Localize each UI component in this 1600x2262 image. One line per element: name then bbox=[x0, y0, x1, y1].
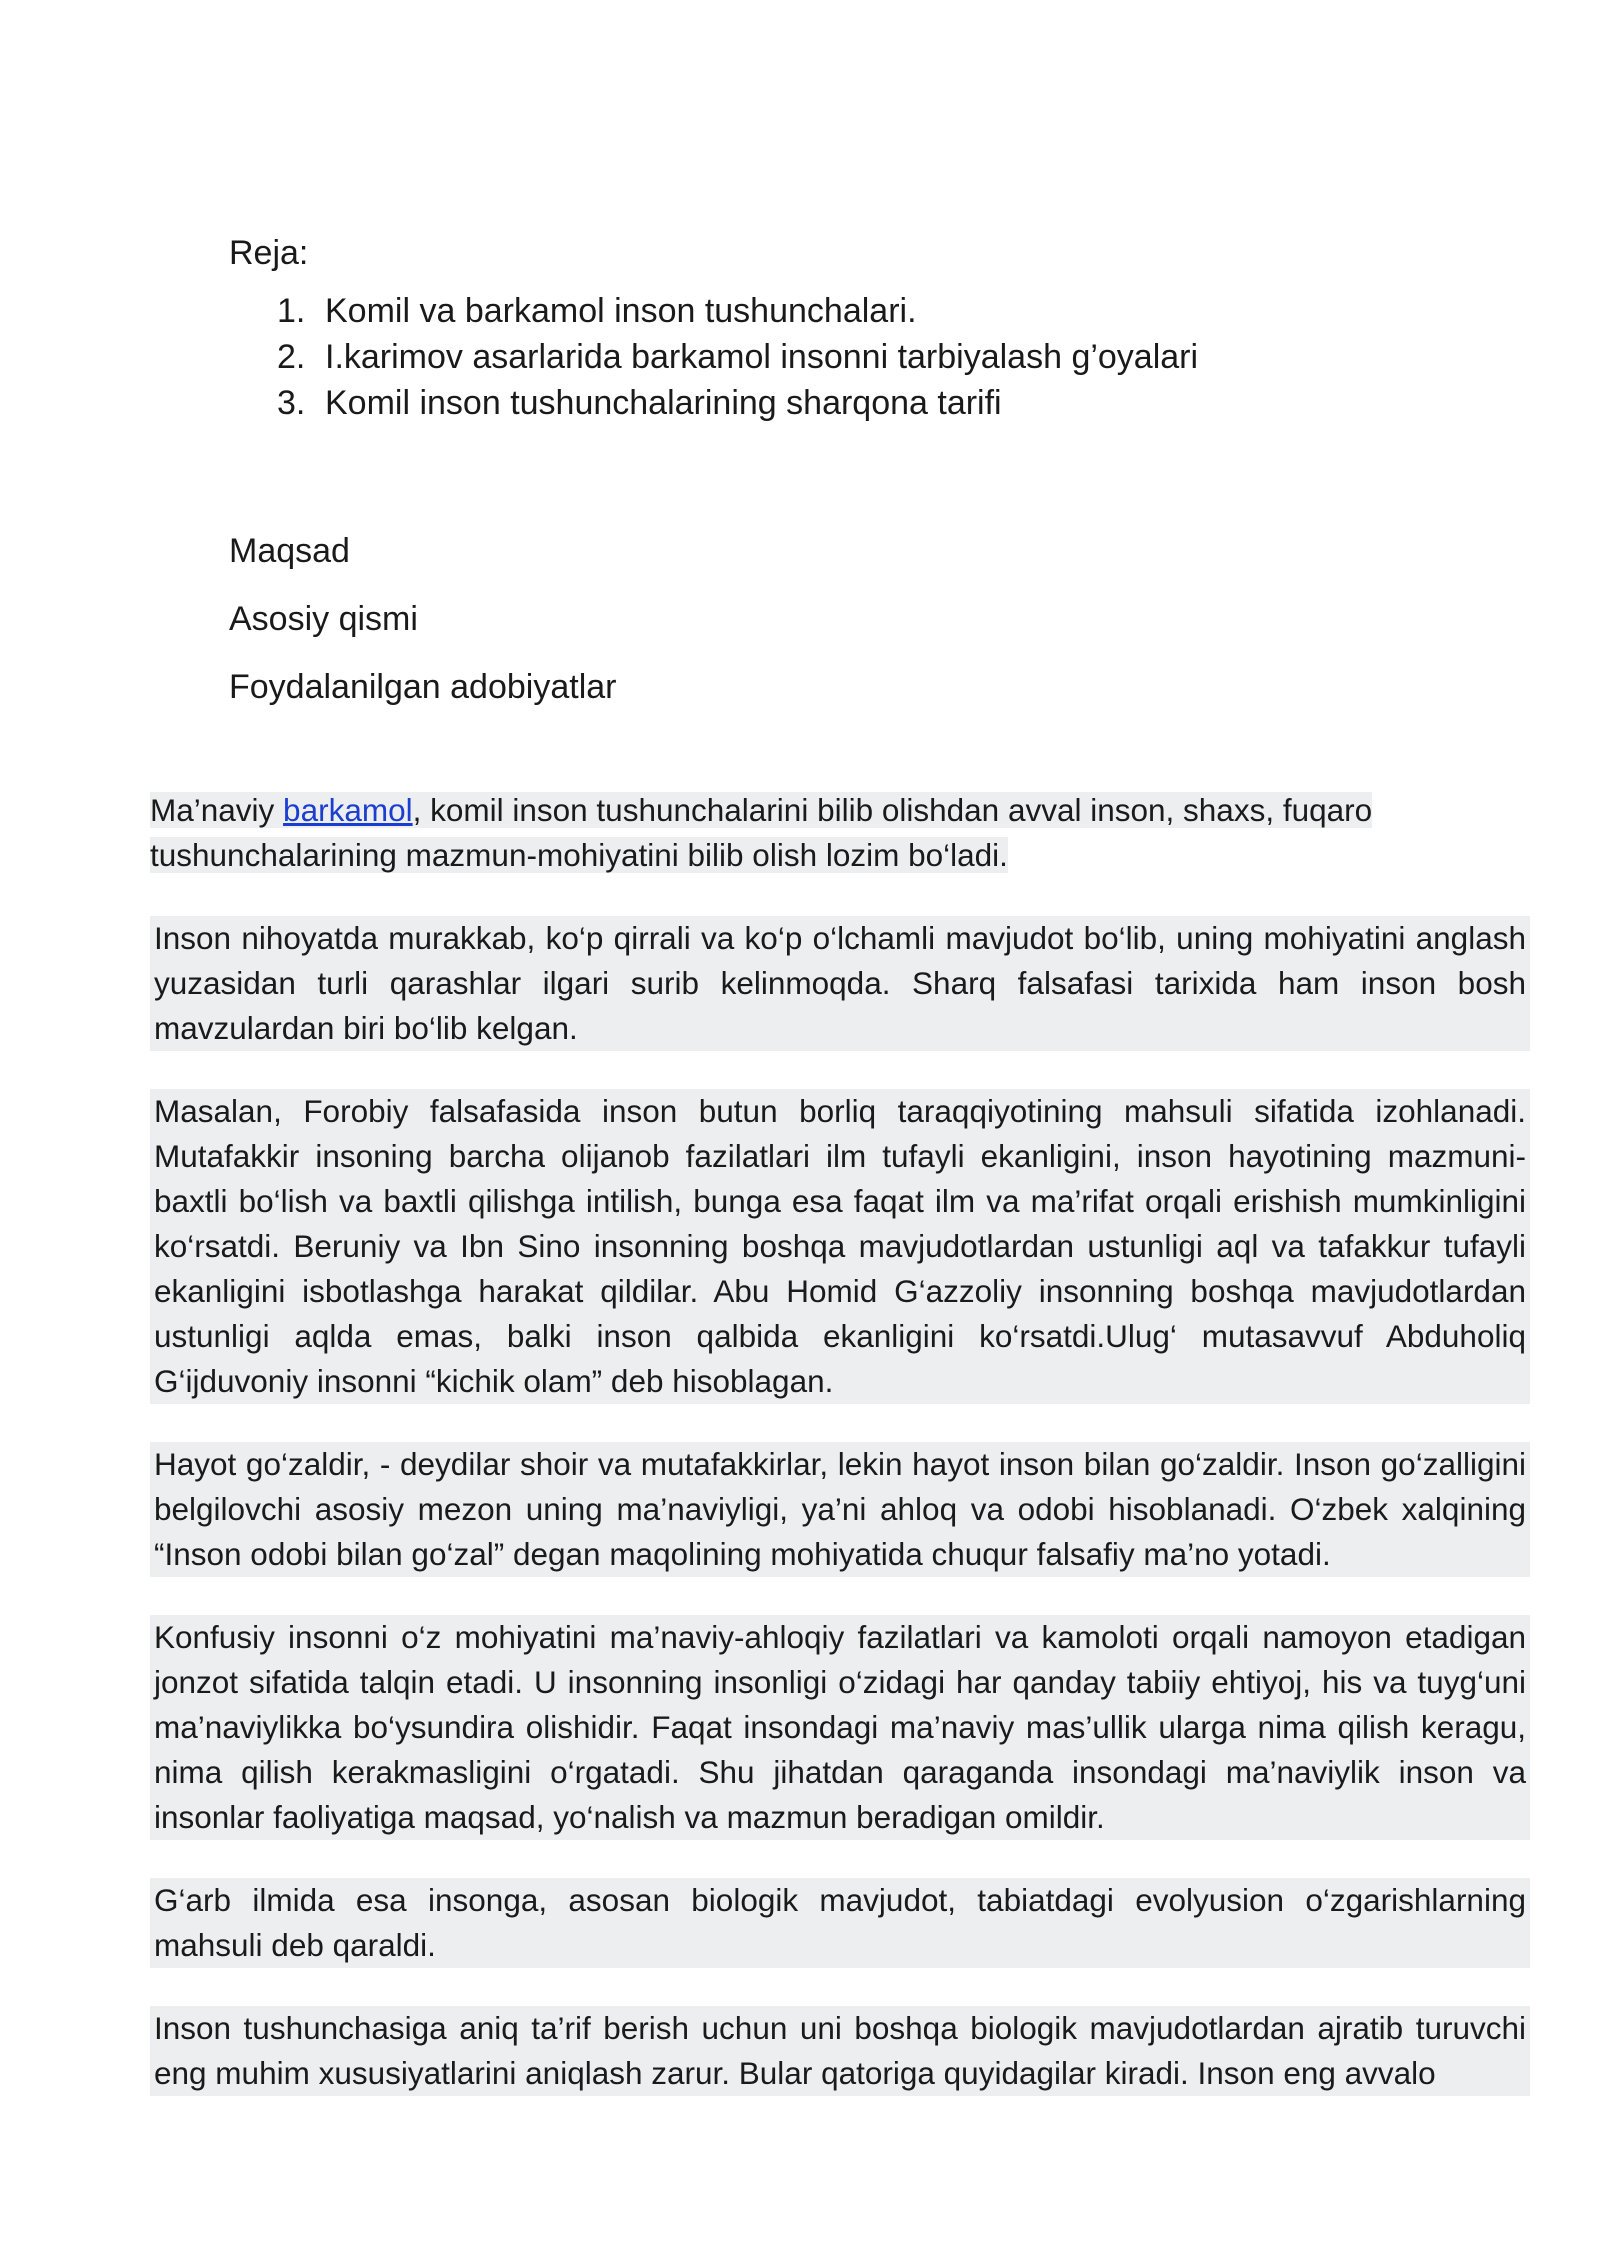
plan-section bbox=[229, 230, 1329, 426]
plan-item-text: I.karimov asarlarida barkamol insonni tarbiyalash g’oyalari bbox=[325, 338, 1199, 376]
section-title-adabiyotlar: Foydalanilgan adobiyatlar bbox=[229, 668, 617, 706]
barkamol-link[interactable]: barkamol bbox=[283, 792, 413, 828]
paragraph: Hayot go‘zaldir, - deydilar shoir va mutafakkirlar, lekin hayot inson bilan go‘zaldir. Inson go‘zalligini belgilovchi asosiy mezon uning ma’naviyligi, ya’ni ahloq va odobi hisoblanadi. O‘zbek xalqining “Inson odobi bilan go‘zal” degan maqolining mohiyatida chuqur falsafiy ma’no yotadi. bbox=[150, 1442, 1530, 1577]
plan-item bbox=[277, 380, 1329, 426]
intro-text-line1: , komil inson tushunchalarini bilib olishdan avval inson, shaxs, fuqaro bbox=[412, 792, 1373, 828]
plan-item bbox=[277, 288, 1329, 334]
plan-item-number: 2. bbox=[277, 338, 306, 376]
plan-item bbox=[277, 334, 1329, 380]
section-title-asosiy-qismi: Asosiy qismi bbox=[229, 600, 418, 638]
section-title-maqsad: Maqsad bbox=[229, 532, 350, 570]
paragraph: Masalan, Forobiy falsafasida inson butun borliq taraqqiyotining mahsuli sifatida izohlanadi. Mutafakkir insoning barcha olijanob fazilatlari ilm tufayli ekanligini, inson hayotining mazmuni- baxtli bo‘lish va baxtli qilishga intilish, bunga esa faqat ilm va ma’rifat orqali erishish mumkinligini ko‘rsatdi. Beruniy va Ibn Sino insonning boshqa mavjudotlardan ustunligi aql va tafakkur tufayli ekanligini isbotlashga harakat qildilar. Abu Homid G‘azzoliy insonning boshqa mavjudotlardan ustunligi aqlda emas, balki inson qalbida ekanligini ko‘rsatdi.Ulug‘ mutasavvuf Abduholiq G‘ijduvoniy insonni “kichik olam” deb hisoblagan. bbox=[150, 1089, 1530, 1404]
plan-heading: Reja: bbox=[229, 234, 309, 272]
plan-list bbox=[229, 288, 1329, 426]
intro-text-start: Ma’naviy bbox=[150, 792, 284, 828]
section-list bbox=[229, 528, 616, 732]
paragraph: Inson nihoyatda murakkab, ko‘p qirrali va ko‘p o‘lchamli mavjudot bo‘lib, uning mohiyatini anglash yuzasidan turli qarashlar ilgari surib kelinmoqda. Sharq falsafasi tarixida ham inson bosh mavzulardan biri bo‘lib kelgan. bbox=[150, 916, 1530, 1051]
paragraph: Konfusiy insonni o‘z mohiyatini ma’naviy-ahloqiy fazilatlari va kamoloti orqali namoyon etadigan jonzot sifatida talqin etadi. U insonning insonligi o‘zidagi har qanday tabiiy ehtiyoj, his va tuyg‘uni ma’naviylikka bo‘ysundira olishidir. Faqat insondagi ma’naviy mas’ullik ularga nima qilish keragu, nima qilish kerakmasligini o‘rgatadi. Shu jihatdan qaraganda insondagi ma’naviylik inson va insonlar faoliyatiga maqsad, yo‘nalish va mazmun beradigan omildir. bbox=[150, 1615, 1530, 1840]
plan-item-text: Komil va barkamol inson tushunchalari. bbox=[325, 292, 917, 330]
plan-item-number: 1. bbox=[277, 292, 306, 330]
paragraph: G‘arb ilmida esa insonga, asosan biologik mavjudot, tabiatdagi evolyusion o‘zgarishlarning mahsuli deb qaraldi. bbox=[150, 1878, 1530, 1968]
intro-paragraph bbox=[150, 788, 1530, 878]
body-text bbox=[150, 788, 1530, 2134]
plan-item-number: 3. bbox=[277, 384, 306, 422]
plan-item-text: Komil inson tushunchalarining sharqona tarifi bbox=[325, 384, 1002, 422]
intro-text-line2: tushunchalarining mazmun-mohiyatini bilib olish lozim bo‘ladi. bbox=[150, 837, 1008, 873]
paragraph: Inson tushunchasiga aniq ta’rif berish uchun uni boshqa biologik mavjudotlardan ajratib turuvchi eng muhim xususiyatlarini aniqlash zarur. Bular qatoriga quyidagilar kiradi. Inson eng avvalo bbox=[150, 2006, 1530, 2096]
